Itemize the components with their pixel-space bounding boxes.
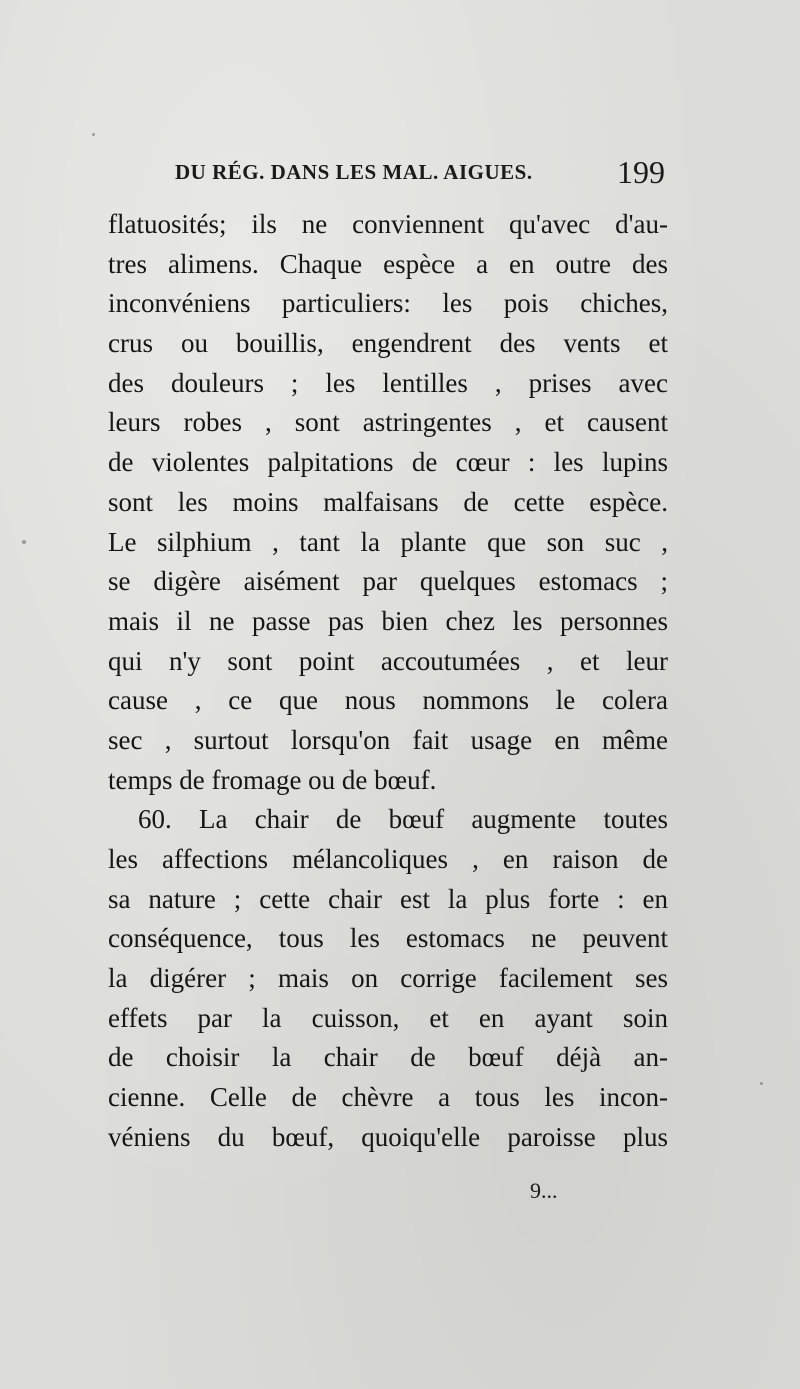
paper-speck bbox=[760, 1082, 763, 1085]
text-line: 60. La chair de bœuf augmente toutes bbox=[138, 804, 668, 835]
text-line: temps de fromage ou de bœuf. bbox=[108, 764, 437, 795]
text-line: qui n'y sont point accoutumées , et leur bbox=[108, 645, 668, 676]
text-line: effets par la cuisson, et en ayant soin bbox=[108, 1002, 668, 1033]
running-head bbox=[175, 154, 665, 200]
text-line: les affections mélancoliques , en raison de bbox=[108, 844, 668, 874]
text-line: cause , ce que nous nommons le colera bbox=[108, 685, 668, 716]
paper-speck bbox=[22, 540, 26, 544]
text-line: leurs robes , sont astringentes , et causent bbox=[108, 407, 668, 438]
running-head-title: DU RÉG. DANS LES MAL. AIGUES. bbox=[175, 160, 533, 184]
body-text bbox=[108, 205, 668, 1158]
text-line: Le silphium , tant la plante que son suc , bbox=[108, 526, 668, 557]
text-line: se digère aisément par quelques estomacs ; bbox=[108, 566, 668, 597]
catchword: 9... bbox=[530, 1178, 558, 1203]
text-line: crus ou bouillis, engendrent des vents et bbox=[108, 328, 668, 359]
text-line: inconvéniens particuliers: les pois chiches, bbox=[108, 288, 668, 319]
text-line: de violentes palpitations de cœur : les lupins bbox=[108, 447, 668, 478]
text-line: conséquence, tous les estomacs ne peuvent bbox=[108, 923, 668, 954]
text-line: véniens du bœuf, quoiqu'elle paroisse plus bbox=[108, 1121, 668, 1152]
text-line: de choisir la chair de bœuf déjà an- bbox=[108, 1042, 668, 1073]
text-line: des douleurs ; les lentilles , prises avec bbox=[108, 367, 668, 398]
text-line: sont les moins malfaisans de cette espèce. bbox=[108, 486, 668, 517]
paper-speck bbox=[92, 133, 95, 136]
text-line: cienne. Celle de chèvre a tous les incon- bbox=[108, 1082, 668, 1113]
page-number: 199 bbox=[617, 154, 665, 190]
text-line: sec , surtout lorsqu'on fait usage en même bbox=[108, 724, 668, 755]
text-line: tres alimens. Chaque espèce a en outre des bbox=[108, 248, 668, 279]
text-line: mais il ne passe pas bien chez les personnes bbox=[108, 605, 668, 636]
text-line: sa nature ; cette chair est la plus forte : en bbox=[108, 883, 668, 914]
text-line: la digérer ; mais on corrige facilement ses bbox=[108, 963, 668, 994]
text-line: flatuosités; ils ne conviennent qu'avec d'au- bbox=[108, 209, 668, 239]
